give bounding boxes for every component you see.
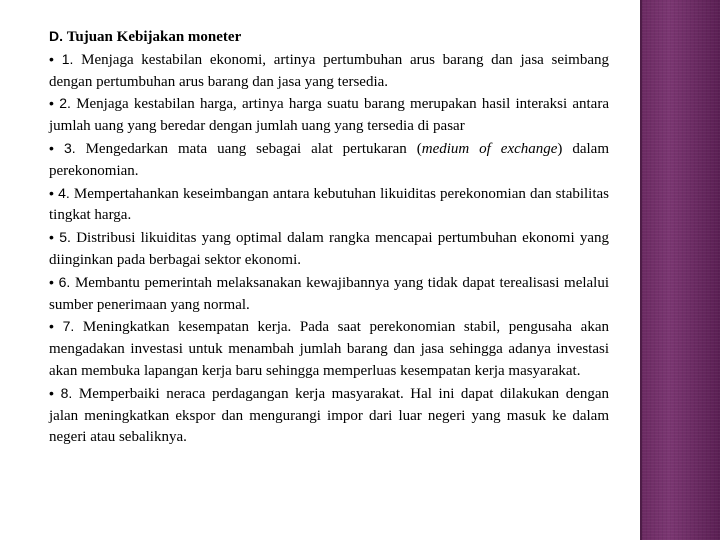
item-text: Distribusi likuiditas yang optimal dalam rangka mencapai pertumbuhan ekonomi yang diinginkan pada berbagai sektor ekonomi. [49,230,609,268]
list-item-8 [49,383,609,449]
item-text-before: Mengedarkan mata uang sebagai alat pertukaran ( [85,140,422,157]
list-item-2 [49,93,609,138]
bullet-number: • 5. [49,229,71,246]
list-item-3 [49,138,609,183]
list-item-7 [49,316,609,382]
bullet-number: • 7. [49,318,75,335]
heading-title: Tujuan Kebijakan moneter [66,29,242,45]
item-text: Menjaga kestabilan ekonomi, artinya pertumbuhan arus barang dan jasa seimbang dengan pertumbuhan arus barang dan jasa yang tersedia. [49,51,610,90]
item-text: Membantu pemerintah melaksanakan kewajibannya yang tidak dapat terealisasi melalui sumber penerimaan yang normal. [49,274,610,313]
bullet-number: • 1. [49,50,74,67]
item-text: Menjaga kestabilan harga, artinya harga suatu barang merupakan hasil interaksi antara jumlah uang yang beredar dengan jumlah uang yang tersedia di pasar [49,96,609,135]
list-item-6 [49,272,609,317]
bullet-number: • 6. [49,273,71,290]
decorative-side-panel [642,0,720,540]
list-item-5 [49,227,609,272]
bullet-number: • 2. [49,95,71,112]
section-heading [49,26,609,49]
bullet-number: • 4. [49,184,70,201]
item-text-after: ) dalam perekonomian. [49,140,610,179]
slide-content [49,26,609,449]
bullet-number: • 3. [49,139,76,156]
item-text: Mempertahankan keseimbangan antara kebutuhan likuiditas perekonomian dan stabilitas tingkat harga. [49,185,610,224]
heading-letter: D. [49,28,63,44]
item-text: Meningkatkan kesempatan kerja. Pada saat perekonomian stabil, pengusaha akan mengadakan investasi untuk menambah jumlah barang dan jasa sehingga adanya investasi akan membuka lapangan kerja baru sehingga memperluas kesempatan kerja masyarakat. [49,319,609,379]
list-item-1 [49,49,609,94]
item-text: Memperbaiki neraca perdagangan kerja masyarakat. Hal ini dapat dilakukan dengan jalan meningkatkan ekspor dan mengurangi impor dari luar negeri yang masuk ke dalam negeri atau sebaliknya. [49,385,610,446]
list-item-4 [49,183,609,228]
bullet-number: • 8. [49,384,73,401]
item-text-italic: medium of exchange [421,140,558,157]
